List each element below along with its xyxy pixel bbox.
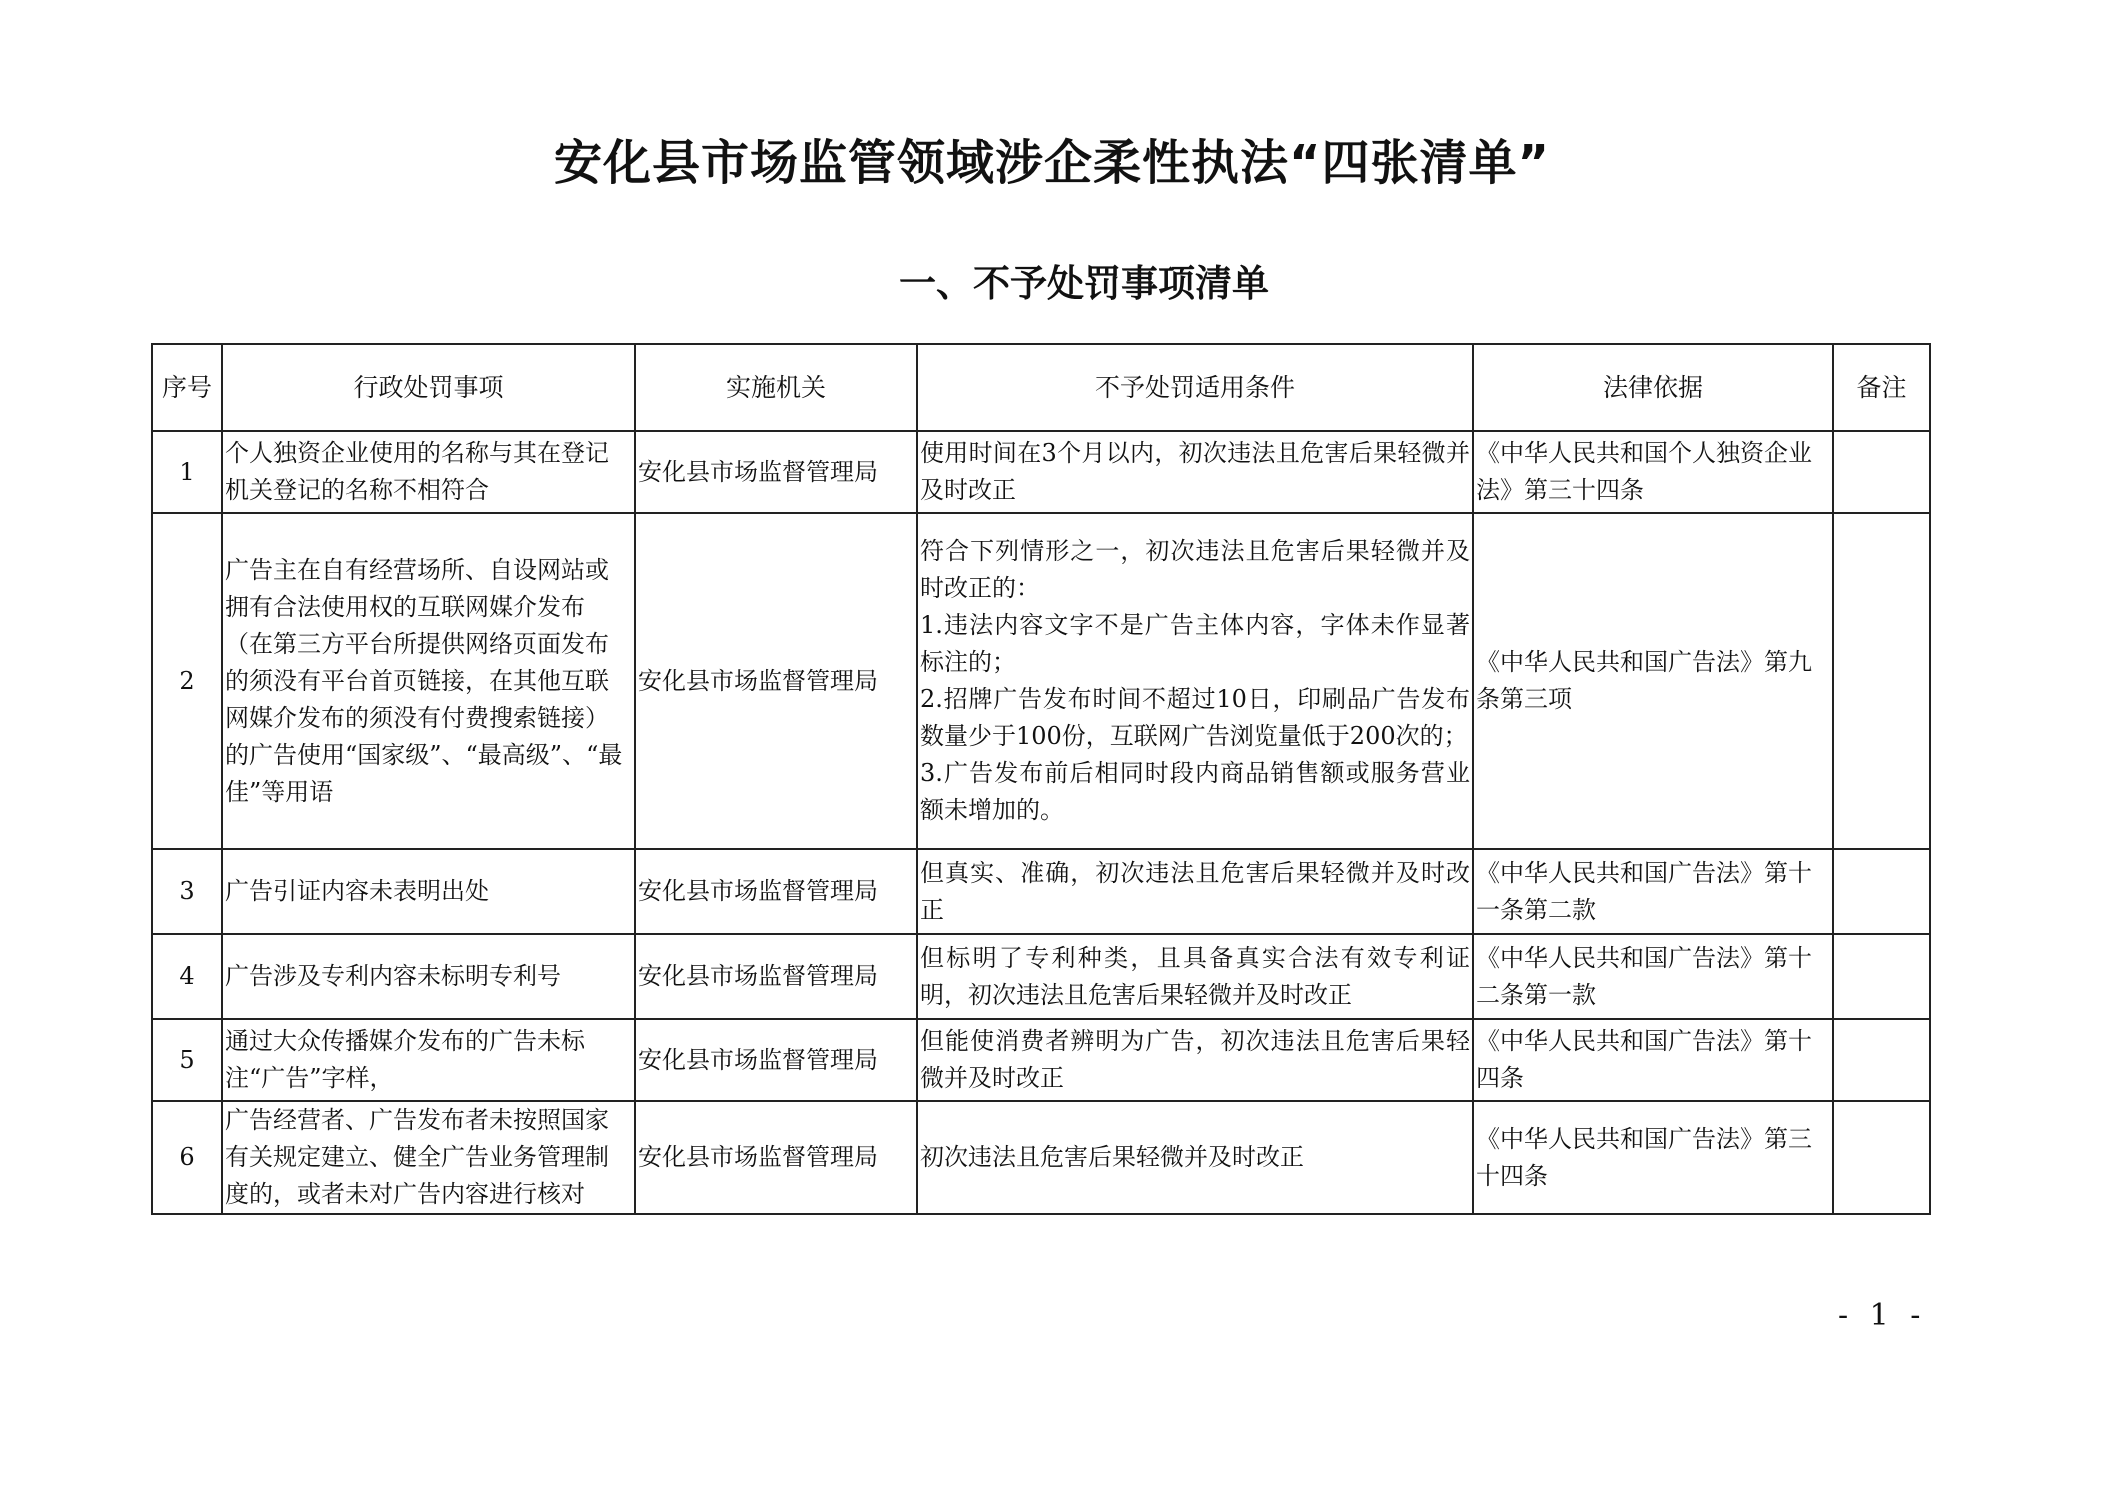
- page-number: - 1 -: [1838, 1298, 1927, 1333]
- header-implementing-agency: 实施机关: [635, 344, 917, 431]
- serial-number-cell: 3: [152, 849, 222, 934]
- header-remarks: 备注: [1833, 344, 1930, 431]
- remarks-cell: [1833, 1019, 1930, 1101]
- table-header-row: [152, 344, 1930, 431]
- legal-basis-cell: 《中华人民共和国广告法》第十二条第一款: [1473, 934, 1833, 1019]
- conditions-cell: 初次违法且危害后果轻微并及时改正: [917, 1101, 1473, 1214]
- agency-cell: 安化县市场监督管理局: [635, 431, 917, 513]
- agency-cell: 安化县市场监督管理局: [635, 934, 917, 1019]
- conditions-cell: 使用时间在3个月以内，初次违法且危害后果轻微并及时改正: [917, 431, 1473, 513]
- conditions-intro: 符合下列情形之一，初次违法且危害后果轻微并及时改正的：: [920, 537, 1470, 602]
- legal-basis-cell: 《中华人民共和国广告法》第九条第三项: [1473, 513, 1833, 849]
- penalty-item-cell: 广告涉及专利内容未标明专利号: [222, 934, 635, 1019]
- agency-cell: 安化县市场监督管理局: [635, 849, 917, 934]
- header-serial-number: 序号: [152, 344, 222, 431]
- table-row: [152, 431, 1930, 513]
- legal-basis-cell: 《中华人民共和国个人独资企业法》第三十四条: [1473, 431, 1833, 513]
- penalty-item-cell: 通过大众传播媒介发布的广告未标注“广告”字样，: [222, 1019, 635, 1101]
- remarks-cell: [1833, 1101, 1930, 1214]
- conditions-cell: 但真实、准确，初次违法且危害后果轻微并及时改正: [917, 849, 1473, 934]
- remarks-cell: [1833, 849, 1930, 934]
- agency-cell: 安化县市场监督管理局: [635, 1019, 917, 1101]
- condition-item: 1.违法内容文字不是广告主体内容，字体未作显著标注的；: [920, 611, 1470, 676]
- table-row: [152, 513, 1930, 849]
- document-title: 安化县市场监管领域涉企柔性执法“四张清单”: [553, 135, 1551, 191]
- legal-basis-cell: 《中华人民共和国广告法》第十四条: [1473, 1019, 1833, 1101]
- legal-basis-cell: 《中华人民共和国广告法》第三十四条: [1473, 1101, 1833, 1214]
- table-row: [152, 1019, 1930, 1101]
- header-exemption-conditions: 不予处罚适用条件: [917, 344, 1473, 431]
- condition-item: 3.广告发布前后相同时段内商品销售额或服务营业额未增加的。: [920, 759, 1470, 824]
- conditions-cell: 但标明了专利种类，且具备真实合法有效专利证明，初次违法且危害后果轻微并及时改正: [917, 934, 1473, 1019]
- header-legal-basis: 法律依据: [1473, 344, 1833, 431]
- serial-number-cell: 5: [152, 1019, 222, 1101]
- table-row: [152, 934, 1930, 1019]
- conditions-cell: [917, 513, 1473, 849]
- legal-basis-cell: 《中华人民共和国广告法》第十一条第二款: [1473, 849, 1833, 934]
- agency-cell: 安化县市场监督管理局: [635, 1101, 917, 1214]
- penalty-item-cell: 个人独资企业使用的名称与其在登记机关登记的名称不相符合: [222, 431, 635, 513]
- agency-cell: 安化县市场监督管理局: [635, 513, 917, 849]
- header-penalty-item: 行政处罚事项: [222, 344, 635, 431]
- table-row: [152, 1101, 1930, 1214]
- serial-number-cell: 6: [152, 1101, 222, 1214]
- penalty-item-cell: 广告引证内容未表明出处: [222, 849, 635, 934]
- remarks-cell: [1833, 934, 1930, 1019]
- serial-number-cell: 1: [152, 431, 222, 513]
- remarks-cell: [1833, 513, 1930, 849]
- condition-item: 2.招牌广告发布时间不超过10日，印刷品广告发布数量少于100份，互联网广告浏览量低于200次的；: [920, 685, 1470, 750]
- conditions-cell: 但能使消费者辨明为广告，初次违法且危害后果轻微并及时改正: [917, 1019, 1473, 1101]
- table-row: [152, 849, 1930, 934]
- section-title: 一、不予处罚事项清单: [899, 262, 1269, 305]
- penalty-item-cell: 广告主在自有经营场所、自设网站或拥有合法使用权的互联网媒介发布（在第三方平台所提供网络页面发布的须没有平台首页链接，在其他互联网媒介发布的须没有付费搜索链接）的广告使用“国家级”、“最高级”、“最佳”等用语: [222, 513, 635, 849]
- penalty-exemption-table: [151, 343, 1931, 1215]
- serial-number-cell: 4: [152, 934, 222, 1019]
- serial-number-cell: 2: [152, 513, 222, 849]
- penalty-item-cell: 广告经营者、广告发布者未按照国家有关规定建立、健全广告业务管理制度的，或者未对广告内容进行核对: [222, 1101, 635, 1214]
- remarks-cell: [1833, 431, 1930, 513]
